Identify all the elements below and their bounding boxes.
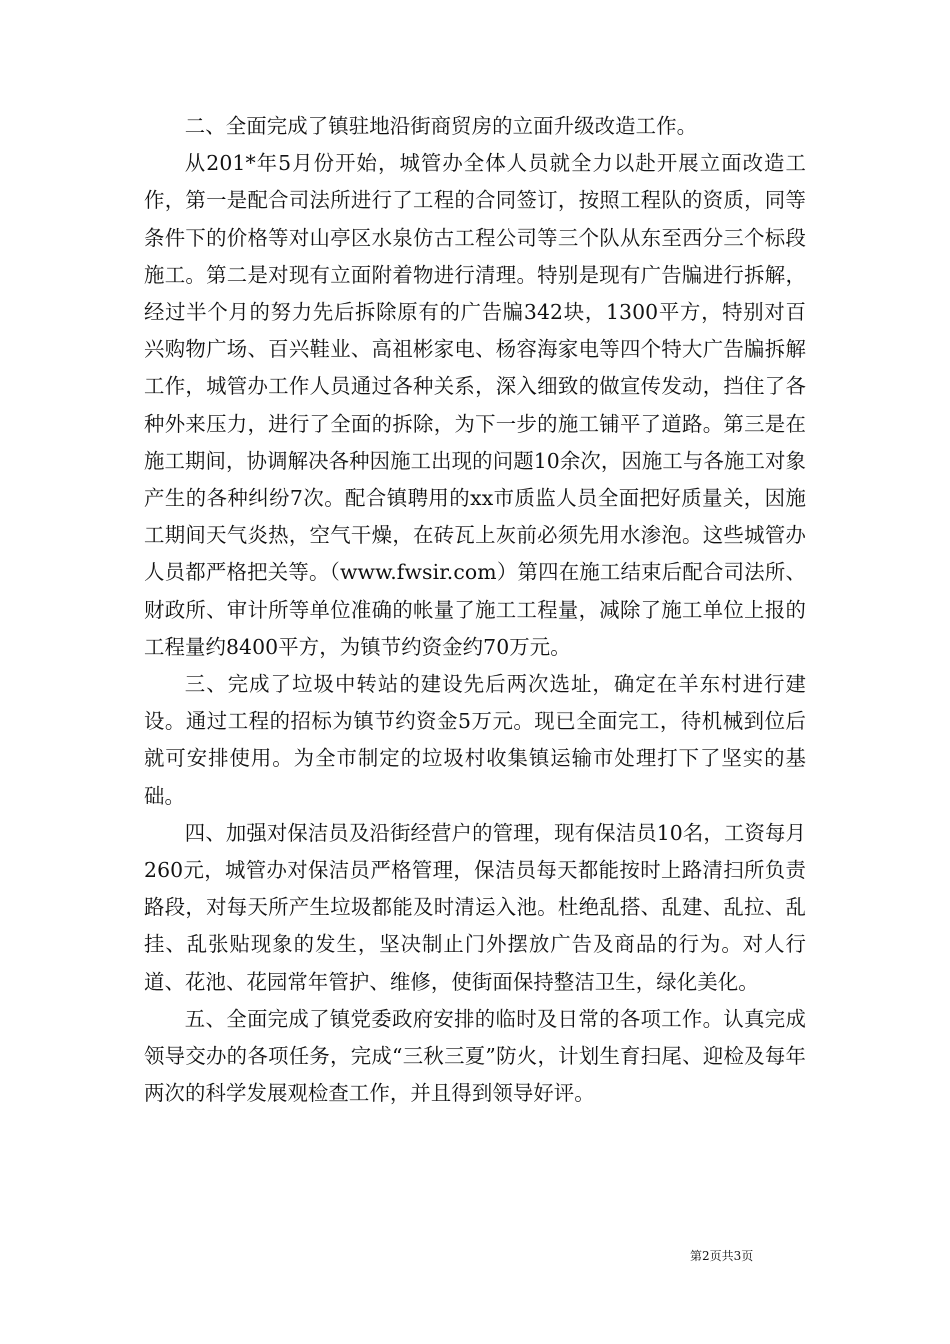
paragraph-section-two-heading: 二、全面完成了镇驻地沿街商贸房的立面升级改造工作。 [184,114,698,138]
document-body [144,108,806,1112]
paragraph-facade-renovation: 从201*年5月份开始，城管办全体人员就全力以赴开展立面改造工作，第一是配合司法所进行了工程的合同签订，按照工程队的资质，同等条件下的价格等对山亭区水泉仿古工程公司等三个队从东至西分三个标段施工。第二是对现有立面附着物进行清理。特别是现有广告牑进行拆解，经过半个月的努力先后拆除原有的广告牑342块，1300平方，特别对百兴购物广场、百兴鞋业、高祖彬家电、杨容海家电等四个特大广告牑拆解工作，城管办工作人员通过各种关系，深入细致的做宣传发动，挡住了各种外来压力，进行了全面的拆除，为下一步的施工铺平了道路。第三是在施工期间，协调解决各种因施工出现的问题10余次，因施工与各施工对象产生的各种纠纷7次。配合镇聘用的xx市质监人员全面把好质量关，因施工期间天气炎热，空气干燥，在砖瓦上灰前必须先用水渗泡。这些城管办人员都严格把关等。（www.fwsir.com）第四在施工结束后配合司法所、财政所、审计所等单位准确的帐量了施工工程量，减除了施工单位上报的工程量约8400平方，为镇节约资金约70万元。 [144,151,806,659]
page-number-footer: 第2页共3页 [690,1249,754,1263]
paragraph-section-five-daily-work: 五、全面完成了镇党委政府安排的临时及日常的各项工作。认真完成领导交办的各项任务，完成“三秋三夏”防火，计划生育扫尾、迎检及每年两次的科学发展观检查工作，并且得到领导好评。 [144,1006,806,1106]
paragraph-section-three-garbage-station: 三、完成了垃圾中转站的建设先后两次选址，确定在羊东村进行建设。通过工程的招标为镇节约资金5万元。现已全面完工，待机械到位后就可安排使用。为全市制定的垃圾村收集镇运输市处理打下了坚实的基础。 [144,672,806,808]
paragraph-section-four-cleaners: 四、加强对保洁员及沿街经营户的管理，现有保洁员10名，工资每月260元，城管办对保洁员严格管理，保洁员每天都能按时上路清扫所负责路段，对每天所产生垃圾都能及时清运入池。杜绝乱搭、乱建、乱拉、乱挂、乱张贴现象的发生，坚决制止门外摆放广告及商品的行为。对人行道、花池、花园常年管护、维修，使街面保持整洁卫生，绿化美化。 [144,820,806,994]
